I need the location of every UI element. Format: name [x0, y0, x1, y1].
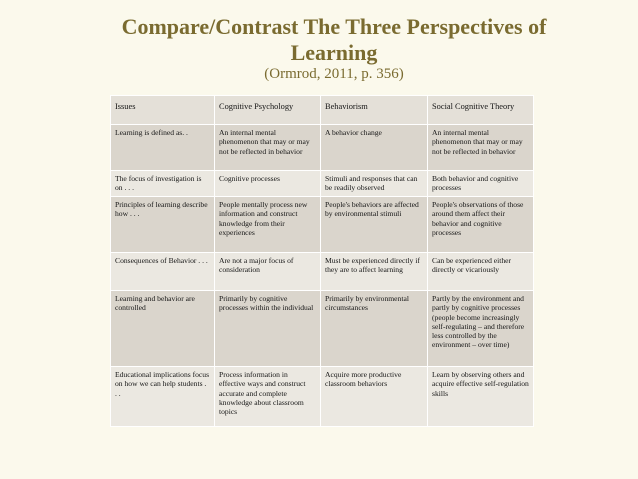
table-cell: Must be experienced directly if they are to affect learning — [321, 253, 428, 291]
table-cell: Partly by the environment and partly by cognitive processes (people become increasingly self-regulating – and therefore less controlled by the environment – over time) — [428, 291, 534, 367]
table-cell: Primarily by cognitive processes within the individual — [215, 291, 321, 367]
slide-title — [100, 14, 568, 66]
table-cell: Acquire more productive classroom behaviors — [321, 367, 428, 427]
table-row — [111, 171, 534, 197]
table-cell: Learning is defined as. . — [111, 125, 215, 171]
table-cell: Are not a major focus of consideration — [215, 253, 321, 291]
table-header-row — [111, 96, 534, 125]
table-cell: A behavior change — [321, 125, 428, 171]
table-cell: An internal mental phenomenon that may or may not be reflected in behavior — [428, 125, 534, 171]
header-behaviorism: Behaviorism — [321, 96, 428, 125]
table-cell: Learning and behavior are controlled — [111, 291, 215, 367]
header-cognitive-psychology: Cognitive Psychology — [215, 96, 321, 125]
table-row — [111, 367, 534, 427]
table-cell: Cognitive processes — [215, 171, 321, 197]
table-row — [111, 291, 534, 367]
table-cell: Process information in effective ways and construct accurate and complete knowledge about classroom topics — [215, 367, 321, 427]
table-cell: Both behavior and cognitive processes — [428, 171, 534, 197]
table-cell: The focus of investigation is on . . . — [111, 171, 215, 197]
table-cell: Can be experienced either directly or vicariously — [428, 253, 534, 291]
table-cell: People mentally process new information and construct knowledge from their experiences — [215, 197, 321, 253]
table-cell: Principles of learning describe how . . . — [111, 197, 215, 253]
citation: (Ormrod, 2011, p. 356) — [264, 66, 404, 82]
table-cell: Consequences of Behavior . . . — [111, 253, 215, 291]
table-cell: Learn by observing others and acquire effective self-regulation skills — [428, 367, 534, 427]
table-row — [111, 253, 534, 291]
table-cell: Stimuli and responses that can be readily observed — [321, 171, 428, 197]
header-issues: Issues — [111, 96, 215, 125]
table-cell: An internal mental phenomenon that may or may not be reflected in behavior — [215, 125, 321, 171]
header-social-cognitive-theory: Social Cognitive Theory — [428, 96, 534, 125]
table-cell: People's behaviors are affected by environmental stimuli — [321, 197, 428, 253]
table-row — [111, 125, 534, 171]
table-cell: Primarily by environmental circumstances — [321, 291, 428, 367]
table-cell: People's observations of those around them affect their behavior and cognitive processes — [428, 197, 534, 253]
slide-title-line-1: Compare/Contrast The Three Perspectives of — [121, 14, 547, 39]
comparison-table — [110, 95, 534, 427]
table-cell: Educational implications focus on how we can help students . . . — [111, 367, 215, 427]
slide-title-line-2: Learning — [290, 40, 378, 65]
table-row — [111, 197, 534, 253]
